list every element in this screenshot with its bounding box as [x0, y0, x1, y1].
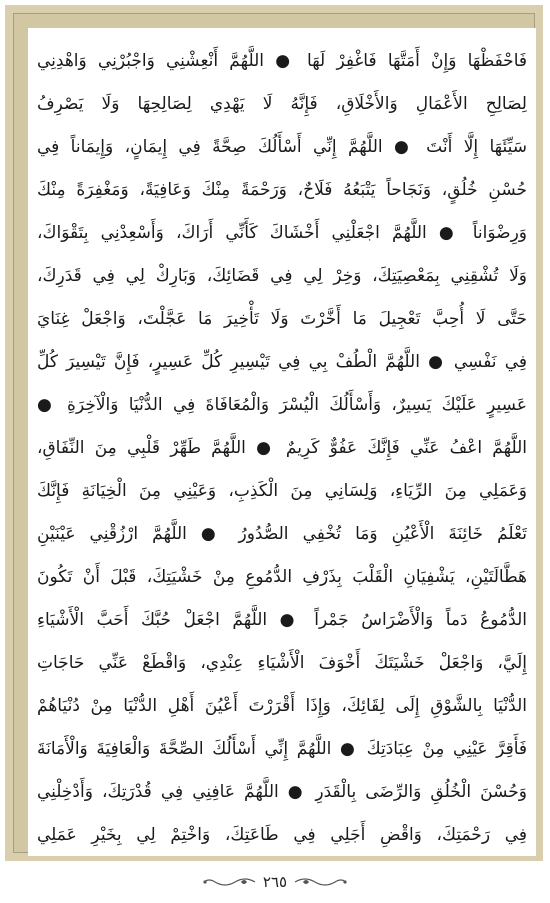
text-line: هَطَّالَتَيْنِ، يَشْفِيَانِ الْقَلْبَ بِذَرْفِ الدُّمُوعِ مِنْ خَشْيَتِكَ، قَبْلَ أَنْ تَكُونَ	[37, 567, 527, 587]
page-border	[13, 13, 535, 853]
text-line: فِي نَفْسِي ● اللَّهُمَّ الْطُفْ بِي فِي تَيْسِيرِ كُلِّ عَسِيرٍ، فَإِنَّ تَيْسِيرَ كُلِّ	[37, 352, 527, 372]
text-line: الدُّمُوعُ دَماً وَالْأَضْرَاسُ جَمْراً ● اللَّهُمَّ اجْعَلْ حُبَّكَ أَحَبَّ الْأَشْيَاءِ	[37, 610, 527, 630]
text-line: وَعَمَلِي مِنَ الرِّيَاءِ، وَلِسَانِي مِنَ الْكَذِبِ، وَعَيْنِي مِنَ الْخِيَانَةِ فَإِنَّكَ	[37, 481, 527, 501]
text-line: لِصَالِحِ الأَعْمَالِ وَالأَخْلَاقِ، فَإِنَّهُ لَا يَهْدِي لِصَالِحِهَا وَلَا يَصْرِفُ	[37, 94, 527, 114]
text-line: حُسْنِ خُلُقٍ، وَنَجَاحاً يَتْبَعُهُ فَلَاحٌ، وَرَحْمَةً مِنْكَ وَعَافِيَةً، وَمَغْفِرَةً مِنْكَ	[37, 180, 527, 200]
text-line: الدُّنْيَا بِالشَّوْقِ إِلَى لِقَائِكَ، وَإِذَا أَقْرَرْتَ أَعْيُنَ أَهْلِ الدُّنْيَا مِنْ دُنْيَاهُمْ	[37, 696, 527, 716]
text-line: فَاحْفَظْهَا وَإِنْ أَمَتَّهَا فَاغْفِرْ لَهَا ● اللَّهُمَّ أَنْعِشْنِي وَاجْبُرْنِي وَاهْدِنِي	[37, 51, 527, 71]
page-frame	[5, 5, 543, 861]
text-line: إِلَيَّ، وَاجْعَلْ خَشْيَتَكَ أَخْوَفَ الْأَشْيَاءِ عِنْدِي، وَاقْطَعْ عَنِّي حَاجَاتِ	[37, 653, 527, 673]
text-line: وَرِضْوَاناً ● اللَّهُمَّ اجْعَلْنِي أَخْشَاكَ كَأَنِّي أَرَاكَ، وَأَسْعِدْنِي بِتَقْوَاكَ،	[37, 223, 527, 243]
page-footer	[0, 868, 550, 896]
text-line: اللَّهُمَّ اعْفُ عَنِّي فَإِنَّكَ عَفُوٌّ كَرِيمٌ ● اللَّهُمَّ طَهِّرْ قَلْبِي مِنَ النِّفَاقِ،	[37, 438, 527, 458]
text-line: تَعْلَمُ خَائِنَةَ الْأَعْيُنِ وَمَا تُخْفِي الصُّدُورُ ● اللَّهُمَّ ارْزُقْنِي عَيْنَيْنِ	[37, 524, 527, 544]
ornament-left-icon	[202, 875, 257, 889]
text-line: فَأَقِرَّ عَيْنِي مِنْ عِبَادَتِكَ ● اللَّهُمَّ إِنِّي أَسْأَلُكَ الصِّحَّةَ وَالْعَافِيَةَ وَالْأَمَانَةَ	[37, 739, 527, 759]
text-line: وَلَا تُشْقِنِي بِمَعْصِيَتِكَ، وَخِرْ لِي فِي قَضَائِكَ، وَبَارِكْ لِي فِي قَدَرِكَ،	[37, 266, 527, 286]
text-area	[28, 28, 536, 856]
text-line: عَسِيرٍ عَلَيْكَ يَسِيرٌ، وَأَسْأَلُكَ الْيُسْرَ وَالْمُعَافَاةَ فِي الدُّنْيَا وَالْآخِرَةِ ●	[37, 395, 527, 415]
text-line: حَتَّى لَا أُحِبَّ تَعْجِيلَ مَا أَخَّرْتَ وَلَا تَأْخِيرَ مَا عَجَّلْتَ، وَاجْعَلْ غِنَايَ	[37, 309, 527, 329]
ornament-right-icon	[293, 875, 348, 889]
text-line: وَحُسْنَ الْخُلُقِ وَالرِّضَى بِالْقَدَرِ ● اللَّهُمَّ عَافِنِي فِي قُدْرَتِكَ، وَأَدْخِلْنِي	[37, 782, 527, 802]
page-number: ٢٦٥	[262, 873, 288, 891]
text-line: فِي رَحْمَتِكَ، وَاقْضِ أَجَلِي فِي طَاعَتِكَ، وَاخْتِمْ لِي بِخَيْرِ عَمَلِي	[37, 825, 527, 845]
text-line: سَيِّئَهَا إِلَّا أَنْتَ ● اللَّهُمَّ إِنِّي أَسْأَلُكَ صِحَّةً فِي إِيمَانٍ، وَإِيمَاناً فِي	[37, 137, 527, 157]
